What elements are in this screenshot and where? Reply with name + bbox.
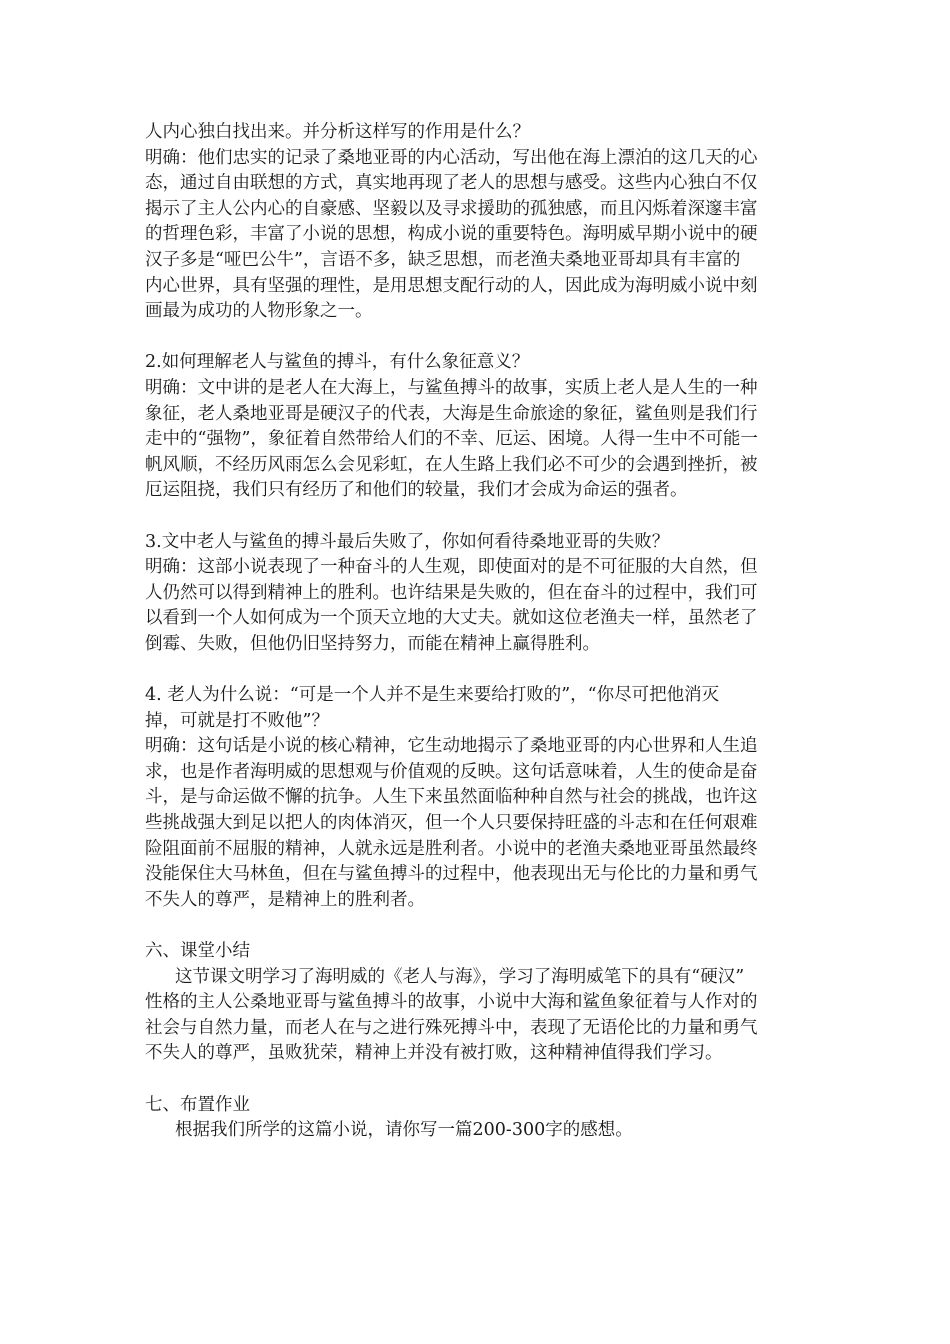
paragraph-gap xyxy=(145,657,815,683)
question-2 xyxy=(145,350,815,504)
section-homework xyxy=(145,1093,815,1144)
text-line: 象征，老人桑地亚哥是硬汉子的代表，大海是生命旅途的象征，鲨鱼则是我们行 xyxy=(145,403,758,424)
text-line: 没能保住大马林鱼，但在与鲨鱼搏斗的过程中，他表现出无与伦比的力量和勇气 xyxy=(145,864,758,885)
question-heading: 3.文中老人与鲨鱼的搏斗最后失败了，你如何看待桑地亚哥的失败？ xyxy=(145,531,670,552)
question-heading: 掉，可就是打不败他”？ xyxy=(145,710,329,731)
text-line: 汉子多是“哑巴公牛”，言语不多，缺乏思想，而老渔夫桑地亚哥却具有丰富的 xyxy=(145,249,741,270)
text-line: 走中的“强物”，象征着自然带给人们的不幸、厄运、困境。人得一生中不可能一 xyxy=(145,429,758,450)
text-line: 厄运阻挠，我们只有经历了和他们的较量，我们才会成为命运的强者。 xyxy=(145,480,688,501)
text-line: 明确：他们忠实的记录了桑地亚哥的内心活动，写出他在海上漂泊的这几天的心 xyxy=(145,147,758,168)
question-1-answer xyxy=(145,120,815,325)
text-line: 人仍然可以得到精神上的胜利。也许结果是失败的，但在奋斗的过程中，我们可 xyxy=(145,582,758,603)
text-line: 的哲理色彩，丰富了小说的思想，构成小说的重要特色。海明威早期小说中的硬 xyxy=(145,224,758,245)
question-4 xyxy=(145,683,815,913)
text-line: 明确：这句话是小说的核心精神，它生动地揭示了桑地亚哥的内心世界和人生追 xyxy=(145,736,758,757)
section-heading: 七、布置作业 xyxy=(145,1094,250,1115)
text-line: 险阻面前不屈服的精神，人就永远是胜利者。小说中的老渔夫桑地亚哥虽然最终 xyxy=(145,838,758,859)
text-line: 明确：这部小说表现了一种奋斗的人生观，即使面对的是不可征服的大自然，但 xyxy=(145,557,758,578)
question-heading: 2.如何理解老人与鲨鱼的搏斗，有什么象征意义？ xyxy=(145,352,530,373)
document-page xyxy=(145,120,815,1144)
paragraph-gap xyxy=(145,913,815,939)
text-line: 画最为成功的人物形象之一。 xyxy=(145,301,373,322)
text-line: 性格的主人公桑地亚哥与鲨鱼搏斗的故事，小说中大海和鲨鱼象征着与人作对的 xyxy=(145,992,758,1013)
question-3 xyxy=(145,530,815,658)
text-line: 求，也是作者海明威的思想观与价值观的反映。这句话意味着，人生的使命是奋 xyxy=(145,761,758,782)
section-heading: 六、课堂小结 xyxy=(145,941,250,961)
text-line: 倒霉、失败，但他仍旧坚持努力，而能在精神上赢得胜利。 xyxy=(145,633,600,654)
text-line: 态，通过自由联想的方式，真实地再现了老人的思想与感受。这些内心独白不仅 xyxy=(145,173,758,194)
homework-text: 根据我们所学的这篇小说，请你写一篇200-300字的感想。 xyxy=(175,1120,633,1141)
text-line: 帆风顺，不经历风雨怎么会见彩虹，在人生路上我们必不可少的会遇到挫折，被 xyxy=(145,454,758,475)
text-line: 内心世界，具有坚强的理性，是用思想支配行动的人，因此成为海明威小说中刻 xyxy=(145,275,758,296)
paragraph-gap xyxy=(145,325,815,351)
paragraph-gap xyxy=(145,1067,815,1093)
text-line: 揭示了主人公内心的自豪感、坚毅以及寻求援助的孤独感，而且闪烁着深邃丰富 xyxy=(145,198,758,219)
text-line: 社会与自然力量，而老人在与之进行殊死搏斗中，表现了无语伦比的力量和勇气 xyxy=(145,1017,758,1038)
text-line: 以看到一个人如何成为一个顶天立地的大丈夫。就如这位老渔夫一样，虽然老了 xyxy=(145,608,758,629)
text-line: 明确：文中讲的是老人在大海上，与鲨鱼搏斗的故事，实质上老人是人生的一种 xyxy=(145,377,758,398)
text-line: 不失人的尊严，虽败犹荣，精神上并没有被打败，这种精神值得我们学习。 xyxy=(145,1043,723,1064)
text-line: 斗，是与命运做不懈的抗争。人生下来虽然面临种种自然与社会的挑战，也许这 xyxy=(145,787,758,808)
question-heading: 4. 老人为什么说：“可是一个人并不是生来要给打败的”，“你尽可把他消灭 xyxy=(145,685,720,706)
text-line: 这节课文明学习了海明威的《老人与海》，学习了海明威笔下的具有“硬汉” xyxy=(175,966,745,987)
text-line: 些挑战强大到足以把人的肉体消灭，但一个人只要保持旺盛的斗志和在任何艰难 xyxy=(145,813,758,834)
section-summary xyxy=(145,939,815,1067)
paragraph-gap xyxy=(145,504,815,530)
text-line: 人内心独白找出来。并分析这样写的作用是什么？ xyxy=(145,122,530,142)
text-line: 不失人的尊严，是精神上的胜利者。 xyxy=(145,889,425,910)
